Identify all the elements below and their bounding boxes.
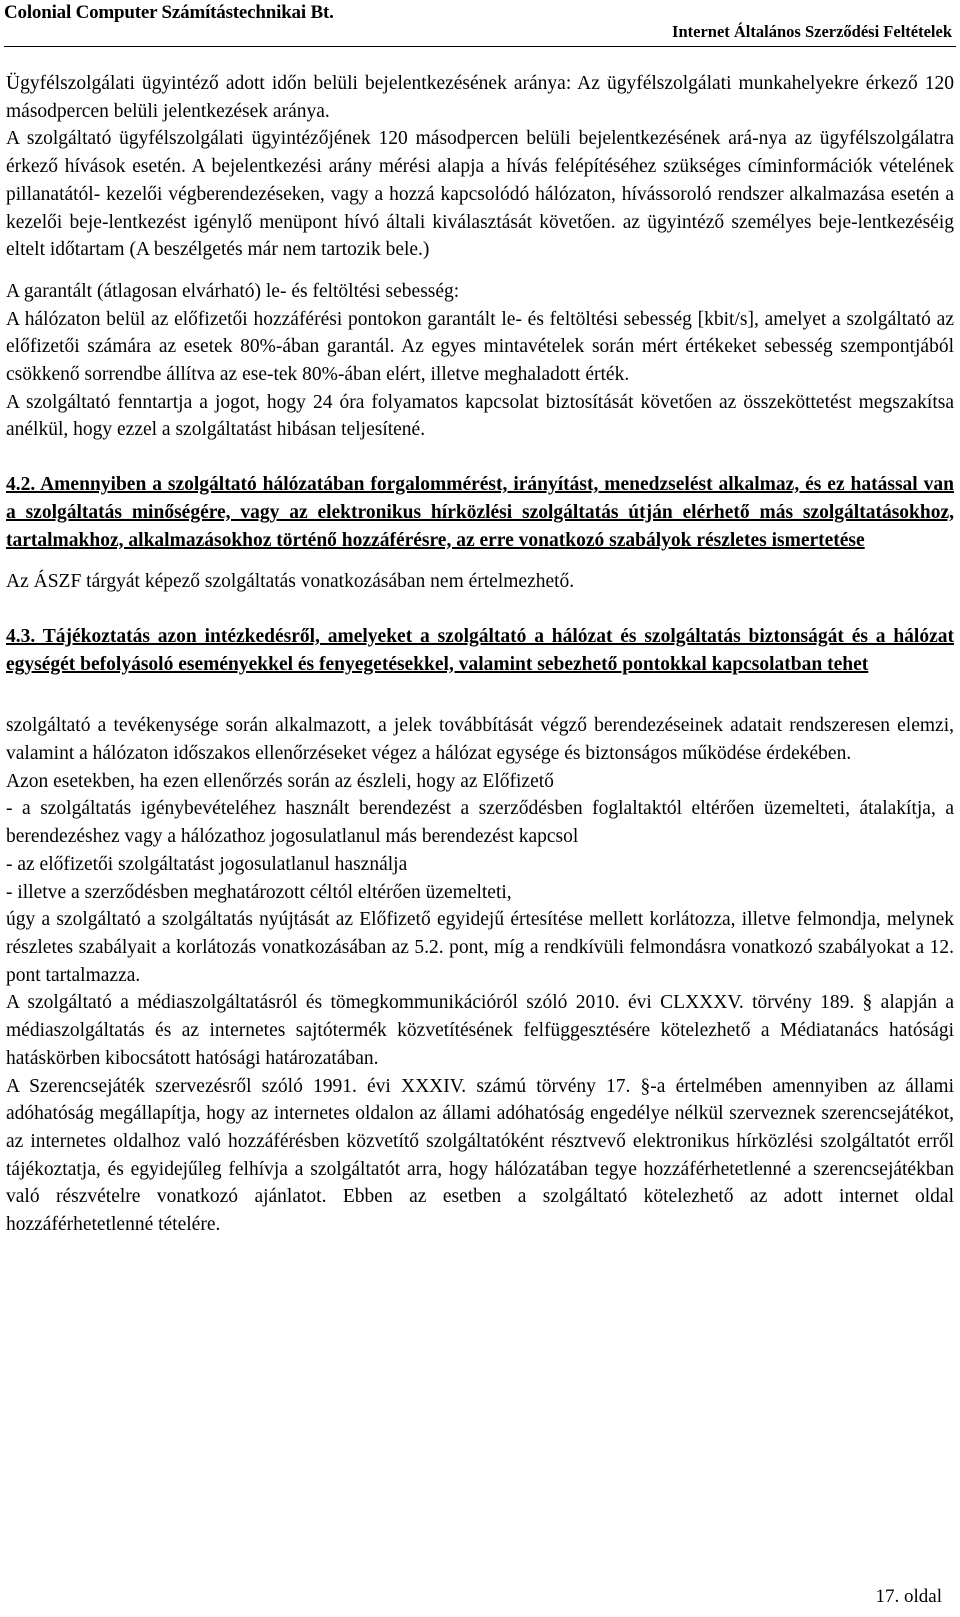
paragraph-connection-reset: A szolgáltató fenntartja a jogot, hogy 24 óra folyamatos kapcsolat biztosítását követően az összeköttetést megszakítsa anélkül, hogy ezzel a szolgáltatást hibásan teljesítené. — [6, 391, 954, 441]
paragraph-not-applicable: Az ÁSZF tárgyát képező szolgáltatás vonatkozásában nem értelmezhető. — [6, 571, 575, 593]
list-item-other-purpose: - illetve a szerződésben meghatározott céltól eltérően üzemelteti, — [6, 881, 512, 903]
list-item-unauthorized-use: - az előfizetői szolgáltatást jogosulatlanul használja — [6, 853, 408, 875]
document-body — [6, 70, 954, 1239]
paragraph-restriction: úgy a szolgáltató a szolgáltatás nyújtását az Előfizető egyidejű értesítése mellett korlátozza, illetve felmondja, melynek részletes szabályait a korlátozás vonatkozásában az 5.2. pont, míg a rendkívüli felmondásra vonatkozó szabályokat a 12. pont tartalmazza. — [6, 909, 954, 986]
page-header — [4, 0, 956, 47]
paragraph-response-ratio-details: A szolgáltató ügyfélszolgálati ügyintézőjének 120 másodpercen belüli bejelentkezésének ará-nya az ügyfélszolgálatra érkező hívások esetén. A bejelentkezési arány mérési alapja a hívás felépítéséhez szükséges címinformációk vételének pillanatától- kezelői végberendezéseken, vagy a hozzá kapcsolódó hálózaton, hívássoroló rendszer alkalmazása esetén a kezelői beje-lentkezést igénylő menüpont hívó általi kiválasztását követően. az ügyintéző személyes beje-lentkezéséig eltelt időtartam (A beszélgetés már nem tartozik bele.) — [6, 128, 954, 261]
paragraph-guaranteed-speed-details: A hálózaton belül az előfizetői hozzáférési pontokon garantált le- és feltöltési sebesség [kbit/s], amelyet a szolgáltató az előfizetői számára az esetek 80%-ában garantál. Az egyes mintavételek során mért értékeket sebesség szempontjából csökkenő sorrendbe állítva az ese-tek 80%-ában elért, illetve meghaladott érték. — [6, 308, 954, 386]
paragraph-guaranteed-speed-heading: A garantált (átlagosan elvárható) le- és feltöltési sebesség: — [6, 280, 460, 302]
paragraph-response-ratio-definition: Ügyfélszolgálati ügyintéző adott időn belüli bejelentkezésének aránya: Az ügyfélszolgálati munkahelyekre érkező 120 másodpercen belüli jelentkezések aránya. — [6, 73, 954, 122]
paragraph-gambling-law: A Szerencsejáték szervezésről szóló 1991. évi XXXIV. számú törvény 17. §-a értelmében amennyiben az állami adóhatóság megállapítja, hogy az internetes oldalon az állami adóhatóság engedélye nélkül szerveznek szerencsejátékot, az internetes oldalhoz való hozzáférésben közvetítő szolgáltatóként résztvevő elektronikus hírközlési szolgáltatót erről tájékoztatja, és egyidejűleg felhívja a szolgáltatót arra, hogy hálózatában tegye hozzáférhetetlenné a szerencsejátékban való részvételre vonatkozó ajánlatot. Ebben az esetben a szolgáltató kötelezhető az adott internet oldal hozzáférhetetlenné tételére. — [6, 1075, 954, 1236]
paragraph-network-analysis: szolgáltató a tevékenysége során alkalmazott, a jelek továbbítását végző berendezéseinek adatait rendszeresen elemzi, valamint a hálózaton időszakos ellenőrzéseket végez a hálózat egysége és biztonságos működése érdekében. — [6, 715, 954, 765]
page-number: 17. oldal — [875, 1586, 942, 1607]
section-4-3-title: 4.3. Tájékoztatás azon intézkedésről, amelyeket a szolgáltató a hálózat és szolgáltatás biztonságát és a hálózat egységét befolyásoló eseményekkel és fenyegetésekkel, valamint sebezhető pontokkal kapcsolatban tehet — [6, 625, 954, 675]
section-4-2-title: 4.2. Amennyiben a szolgáltató hálózatában forgalommérést, irányítást, menedzselést alkalmaz, és ez hatással van a szolgáltatás minőségére, vagy az elektronikus hírközlési szolgáltatás útján elérhető más szolgáltatásokhoz, tartalmakhoz, alkalmazásokhoz történő hozzáférésre, az erre vonatkozó szabályok részletes ismertetése — [6, 474, 954, 551]
company-name: Colonial Computer Számítástechnikai Bt. — [4, 2, 334, 23]
paragraph-subscriber-cases: Azon esetekben, ha ezen ellenőrzés során az észleli, hogy az Előfizető — [6, 770, 554, 792]
list-item-equipment: - a szolgáltatás igénybevételéhez használt berendezést a szerződésben foglaltaktól eltérően üzemelteti, átalakítja, a berendezéshez vagy a hálózathoz jogosulatlanul más berendezést kapcsol — [6, 798, 954, 848]
document-title: Internet Általános Szerződési Feltételek — [672, 22, 952, 41]
paragraph-media-law: A szolgáltató a médiaszolgáltatásról és tömegkommunikációról szóló 2010. évi CLXXXV. törvény 189. § alapján a médiaszolgáltatás és az internetes sajtótermék közvetítésének felfüggesztésére kötelezhető a Médiatanács hatósági hatáskörben kibocsátott hatósági határozatában. — [6, 992, 954, 1069]
